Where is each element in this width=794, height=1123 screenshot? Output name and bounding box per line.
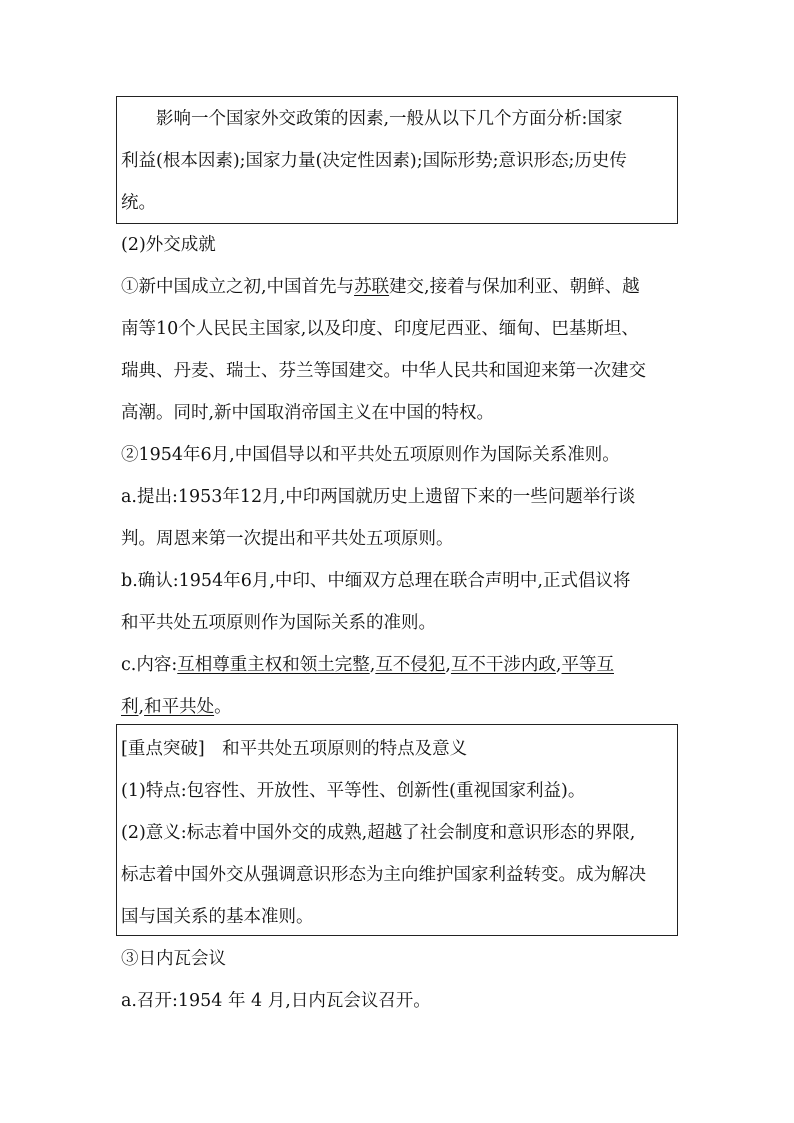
section-heading-geneva: ③日内瓦会议: [121, 949, 226, 969]
item2-a-line-1: a.提出:1953年12月,中印两国就历史上遗留下来的一些问题举行谈: [121, 487, 636, 507]
item1-line-3: 瑞典、丹麦、瑞士、芬兰等国建交。中华人民共和国迎来第一次建交: [121, 361, 646, 381]
c-prefix: c.内容:: [121, 655, 178, 675]
c-sep-4: ,: [138, 697, 145, 717]
key-points-line-3: 标志着中国外交从强调意识形态为主向维护国家利益转变。成为解决: [121, 865, 646, 885]
item2-c-line-2: [121, 695, 232, 719]
key-points-line-4: 国与国关系的基本准则。: [121, 907, 314, 927]
underlined-soviet: 苏联: [354, 277, 390, 297]
item2-c-line-1: [121, 653, 614, 677]
c-sep-2: ,: [445, 655, 451, 675]
item1-line-1: [121, 275, 640, 299]
principle-4-part-2: 利: [121, 697, 139, 717]
principle-2: 互不侵犯: [375, 655, 446, 675]
principle-4-part-1: 平等互: [561, 655, 614, 675]
item2-b-line-1: b.确认:1954年6月,中印、中缅双方总理在联合声明中,正式倡议将: [121, 571, 631, 591]
item2-line-1: ②1954年6月,中国倡导以和平共处五项原则作为国际关系准则。: [121, 445, 620, 465]
item2-b-line-2: 和平共处五项原则作为国际关系的准则。: [121, 613, 436, 633]
section-heading-achievements: (2)外交成就: [121, 235, 216, 255]
principle-3: 互不干涉内政: [450, 655, 556, 675]
key-points-line-1: (1)特点:包容性、开放性、平等性、创新性(重视国家利益)。: [121, 781, 586, 801]
c-sep-3: ,: [555, 655, 562, 675]
key-points-title: [重点突破] 和平共处五项原则的特点及意义: [121, 739, 468, 759]
c-sep-1: ,: [369, 655, 376, 675]
factors-line-3: 统。: [121, 193, 156, 213]
geneva-a-line: a.召开:1954 年 4 月,日内瓦会议召开。: [121, 991, 431, 1011]
factors-line-2: 利益(根本因素);国家力量(决定性因素);国际形势;意识形态;历史传: [121, 151, 627, 171]
item1-line-2: 南等10个人民民主国家,以及印度、印度尼西亚、缅甸、巴基斯坦、: [121, 319, 639, 339]
item1-line-4: 高潮。同时,新中国取消帝国主义在中国的特权。: [121, 403, 495, 423]
principle-5: 和平共处: [144, 697, 215, 717]
key-points-line-2: (2)意义:标志着中国外交的成熟,超越了社会制度和意识形态的界限,: [121, 823, 636, 843]
item1-line-1-post: 建交,接着与保加利亚、朝鲜、越: [389, 277, 640, 297]
c-end: 。: [214, 697, 232, 717]
item1-line-1-pre: ①新中国成立之初,中国首先与: [121, 277, 355, 297]
item2-a-line-2: 判。周恩来第一次提出和平共处五项原则。: [121, 529, 454, 549]
principle-1: 互相尊重主权和领土完整: [177, 655, 370, 675]
factors-line-1: 影响一个国家外交政策的因素,一般从以下几个方面分析:国家: [156, 109, 623, 129]
